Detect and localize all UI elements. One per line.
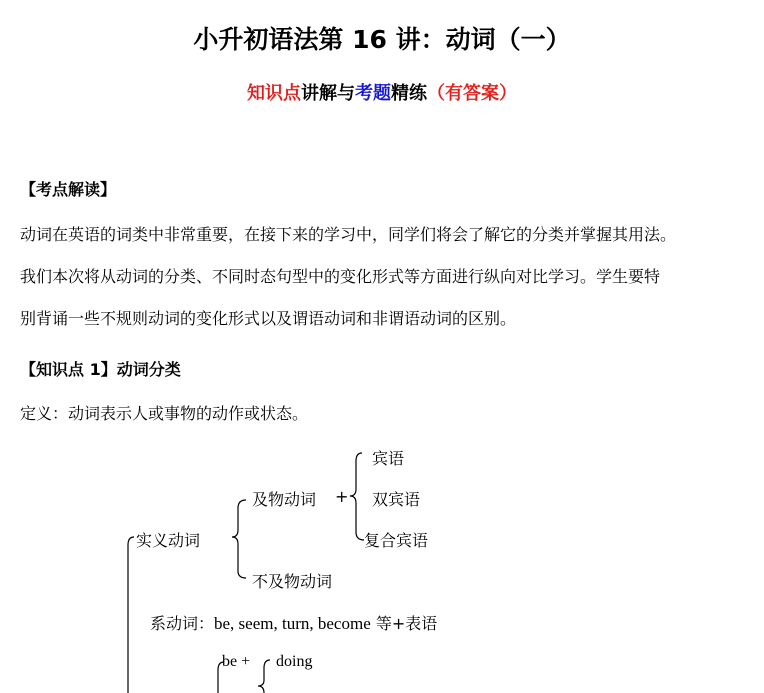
label-object: 宾语 [372,449,405,468]
brace-be [258,660,270,693]
brace-transitive [350,453,364,540]
page-title: 小升初语法第 16 讲：动词（一） [193,25,571,54]
linking-verb-line [150,611,437,634]
intro-line: 别背诵一些不规则动词的变化形式以及谓语动词和非谓语动词的区别。 [20,309,517,328]
label-plus: + [335,487,349,506]
linking-verb-label: 系动词： [150,614,215,633]
intro-line: 动词在英语的词类中非常重要，在接下来的学习中，同学们将会了解它的分类并掌握其用法。 [20,225,677,244]
linking-verb-tail: 等+表语 [375,614,438,633]
intro-line: 我们本次将从动词的分类、不同时态句型中的变化形式等方面进行纵向对比学习。学生要特 [20,267,661,286]
subtitle-part-explain: 讲解与 [301,83,355,104]
label-transitive-verb: 及物动词 [252,490,317,509]
subtitle-part-knowledge: 知识点 [247,83,301,104]
label-double-object: 双宾语 [372,490,421,509]
subtitle-part-exam: 考题 [355,83,391,104]
label-compound-object: 复合宾语 [364,531,429,550]
subtitle-part-practice: 精练 [391,83,427,104]
bracket-verbs [128,537,134,693]
definition-text: 定义：动词表示人或事物的动作或状态。 [20,404,309,423]
label-intransitive-verb: 不及物动词 [252,572,333,591]
linking-verb-examples: be, seem, turn, become [214,614,371,633]
label-be-plus: be + [222,653,251,670]
label-doing: doing [276,653,313,670]
section-heading-knowledge-1: 【知识点 1】动词分类 [20,360,181,379]
label-content-verb: 实义动词 [136,531,201,550]
brace-content-verb [232,500,246,578]
subtitle-part-answers: （有答案） [427,83,517,104]
section-heading-exam-points: 【考点解读】 [20,180,117,199]
